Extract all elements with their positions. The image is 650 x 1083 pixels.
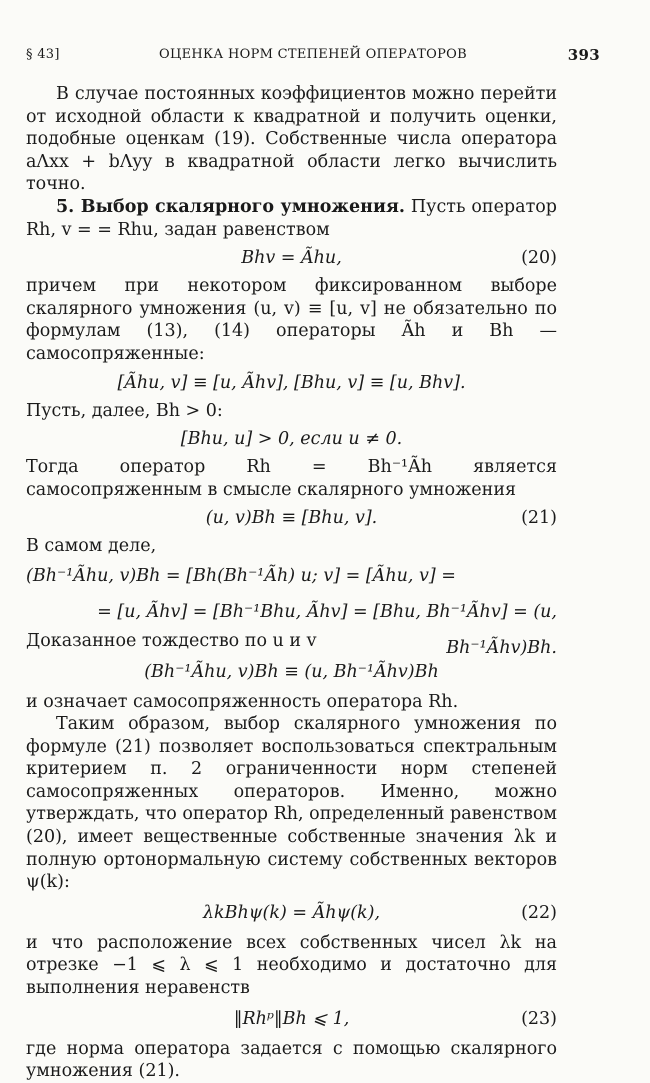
equation-self-adjoint (26, 366, 557, 400)
equation-21 (26, 501, 557, 535)
paragraph-scalar-product-choice: причем при некотором фиксированном выборе скалярного умножения (u, v) ≡ [u, v] не обязательно по формулам (13), (14) операторы Ãh и Bh — самосопряженные: (26, 276, 557, 364)
equation-number: (23) (521, 1008, 557, 1029)
equation-body: [Bhu, u] > 0, если u ≠ 0. (180, 429, 403, 450)
equation-22 (26, 894, 557, 932)
page-number: 393 (567, 46, 600, 64)
equation-20 (26, 241, 557, 275)
equation-body: λkBhψ(k) = Ãhψ(k), (202, 902, 381, 923)
paragraph-scalar-product-intro (26, 196, 557, 241)
running-title: ОЦЕНКА НОРМ СТЕПЕНЕЙ ОПЕРАТОРОВ (159, 47, 467, 62)
paragraph-constant-coefficients: В случае постоянных коэффициентов можно перейти от исходной области к квадратной и получить оценки, подобные оценкам (19). Собственные числа оператора aΛxx + bΛyy в квадратной области легко вычислить точно. (26, 84, 557, 195)
equation-chain-line-1 (26, 558, 557, 594)
equation-number: (20) (521, 248, 557, 269)
equation-body: = [u, Ãhv] = [Bh⁻¹Bhu, Ãhv] = [Bhu, Bh⁻¹Ãhv] = (u, Bh⁻¹Ãhv)Bh. (97, 601, 557, 658)
equation-23 (26, 1000, 557, 1038)
equation-body: Bhv = Ãhu, (241, 248, 342, 269)
equation-identity (26, 653, 557, 691)
running-header (26, 44, 600, 66)
paragraph-operator-norm: где норма оператора задается с помощью скалярного умножения (21). (26, 1038, 557, 1082)
paragraph-text: Пусть оператор Rh, v = = Rhu, задан равенством (26, 196, 557, 240)
equation-body: (u, v)Bh ≡ [Bhu, v]. (205, 508, 378, 529)
equation-body: (Bh⁻¹Ãhu, v)Bh = [Bh(Bh⁻¹Ãh) u; v] = [Ãhu, v] = (26, 565, 456, 586)
subsection-heading: 5. Выбор скалярного умножения. (56, 196, 405, 217)
equation-number: (21) (521, 508, 557, 529)
paragraph-indeed: В самом деле, (26, 536, 157, 557)
page-body (26, 83, 557, 1083)
equation-number: (22) (521, 902, 557, 923)
equation-body: ‖Rhᵖ‖Bh ⩽ 1, (233, 1008, 350, 1029)
paragraph-operator-self-adjoint: Тогда оператор Rh = Bh⁻¹Ãh является самосопряженным в смысле скалярного умножения (26, 457, 557, 500)
paragraph-eigenvalue-location: и что расположение всех собственных чисел λk на отрезке −1 ⩽ λ ⩽ 1 необходимо и достаточно для выполнения неравенств (26, 932, 557, 999)
equation-body: (Bh⁻¹Ãhu, v)Bh ≡ (u, Bh⁻¹Ãhv)Bh (144, 661, 439, 682)
equation-positivity (26, 422, 557, 456)
paragraph-spectral-criterion: Таким образом, выбор скалярного умножения по формуле (21) позволяет воспользоваться спектральным критерием п. 2 ограниченности норм степеней самосопряженных операторов. Именно, можно утверждать, что оператор Rh, определенный равенством (20), имеет вещественные собственные значения λk и полную ортонормальную систему собственных векторов ψ(k): (26, 714, 557, 893)
paragraph-positivity: Пусть, далее, Bh > 0: (26, 400, 223, 421)
section-marker: § 43] (26, 47, 60, 62)
paragraph-proven-identity: Доказанное тождество по u и v (26, 630, 317, 651)
equation-body: [Ãhu, v] ≡ [u, Ãhv], [Bhu, v] ≡ [u, Bhv]. (117, 372, 466, 393)
paragraph-means-self-adjoint: и означает самосопряженность оператора Rh. (26, 691, 459, 712)
